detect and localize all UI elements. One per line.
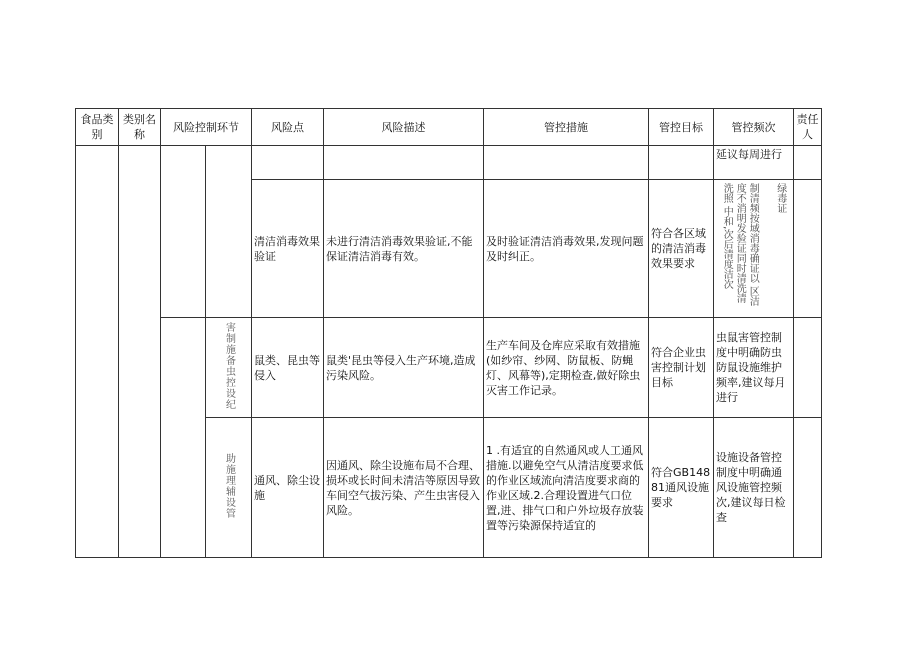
cell-risk-description: 鼠类'昆虫等侵入生产环境,造成污染风险。 <box>324 318 484 418</box>
header-category-name: 类别名称 <box>119 109 161 146</box>
cell-frequency: 设施设备管控制度中明确通风设施管控频次,建议每日检查 <box>714 418 794 558</box>
cell-category-name <box>119 146 161 558</box>
cell-control-step <box>161 146 206 318</box>
cell-risk-point: 清洁消毒效果验证 <box>252 180 324 318</box>
header-risk-point: 风险点 <box>252 109 324 146</box>
cell-responsible <box>794 318 822 418</box>
cell-frequency: 延议每周进行 <box>714 146 794 180</box>
header-responsible: 责任人 <box>794 109 822 146</box>
cell-control-measures: 生产车间及仓库应采取有效措施(如纱帘、纱网、防鼠板、防蝇灯、风幕等),定期检查,做好除虫灭害工作记录。 <box>484 318 649 418</box>
cell-risk-description: 因通风、除尘设施布局不合理、损坏或长时间未清洁等原因导致车间空气拔污染、产生虫害侵入风险。 <box>324 418 484 558</box>
cell-risk-point: 通风、除尘设施 <box>252 418 324 558</box>
cell-risk-point: 鼠类、昆虫等侵入 <box>252 318 324 418</box>
cell-responsible <box>794 418 822 558</box>
header-control-frequency: 管控频次 <box>714 109 794 146</box>
cell-sub-step <box>206 146 252 318</box>
header-risk-description: 风险描述 <box>324 109 484 146</box>
risk-control-table <box>75 108 822 558</box>
cell-control-measures <box>484 146 649 180</box>
cell-frequency <box>714 180 794 318</box>
sub-step-label: 害制施备虫控设纪 <box>223 321 235 410</box>
table-header-row <box>76 109 822 146</box>
cell-frequency: 虫鼠害管控制度中明确防虫防鼠设施维护频率,建议每月进行 <box>714 318 794 418</box>
cell-responsible <box>794 180 822 318</box>
sub-step-label: 助施理辅设管 <box>223 452 235 519</box>
cell-control-measures: 1 .有适宜的自然通风或人工通风措施.以避免空气从清洁度要求低的作业区域流向清洁度要求商的作业区域.2.合理设置进气口位置,进、排气口和户外垃圾存放装置等污染源保持适宜的 <box>484 418 649 558</box>
frequency-vertical-text: 制清频按域消毒确证以 区洁度不消明发验证同时清洗清洗照 中和,次后清度洁次 <box>721 182 759 306</box>
cell-control-target <box>649 146 714 180</box>
cell-risk-description <box>324 146 484 180</box>
cell-food-category <box>76 146 119 558</box>
cell-risk-description: 未进行清洁消毒效果验证,不能保证清洁消毒有效。 <box>324 180 484 318</box>
header-control-measures: 管控措施 <box>484 109 649 146</box>
cell-sub-step <box>206 318 252 418</box>
cell-control-target: 符合各区域的清洁消毒效果要求 <box>649 180 714 318</box>
cell-sub-step <box>206 418 252 558</box>
table-row <box>76 146 822 180</box>
cell-control-target: 符合企业虫害控制计划目标 <box>649 318 714 418</box>
cell-responsible <box>794 146 822 180</box>
header-control-step: 风险控制环节 <box>161 109 252 146</box>
cell-control-step <box>161 318 206 558</box>
cell-risk-point <box>252 146 324 180</box>
header-control-target: 管控目标 <box>649 109 714 146</box>
header-food-category: 食品类别 <box>76 109 119 146</box>
cell-control-measures: 及时验证清洁消毒效果,发现问题及时纠正。 <box>484 180 649 318</box>
frequency-vertical-text-left: 绿毒证 <box>774 182 786 213</box>
cell-control-target: 符合GB14881通风设施要求 <box>649 418 714 558</box>
table-row <box>76 318 822 418</box>
